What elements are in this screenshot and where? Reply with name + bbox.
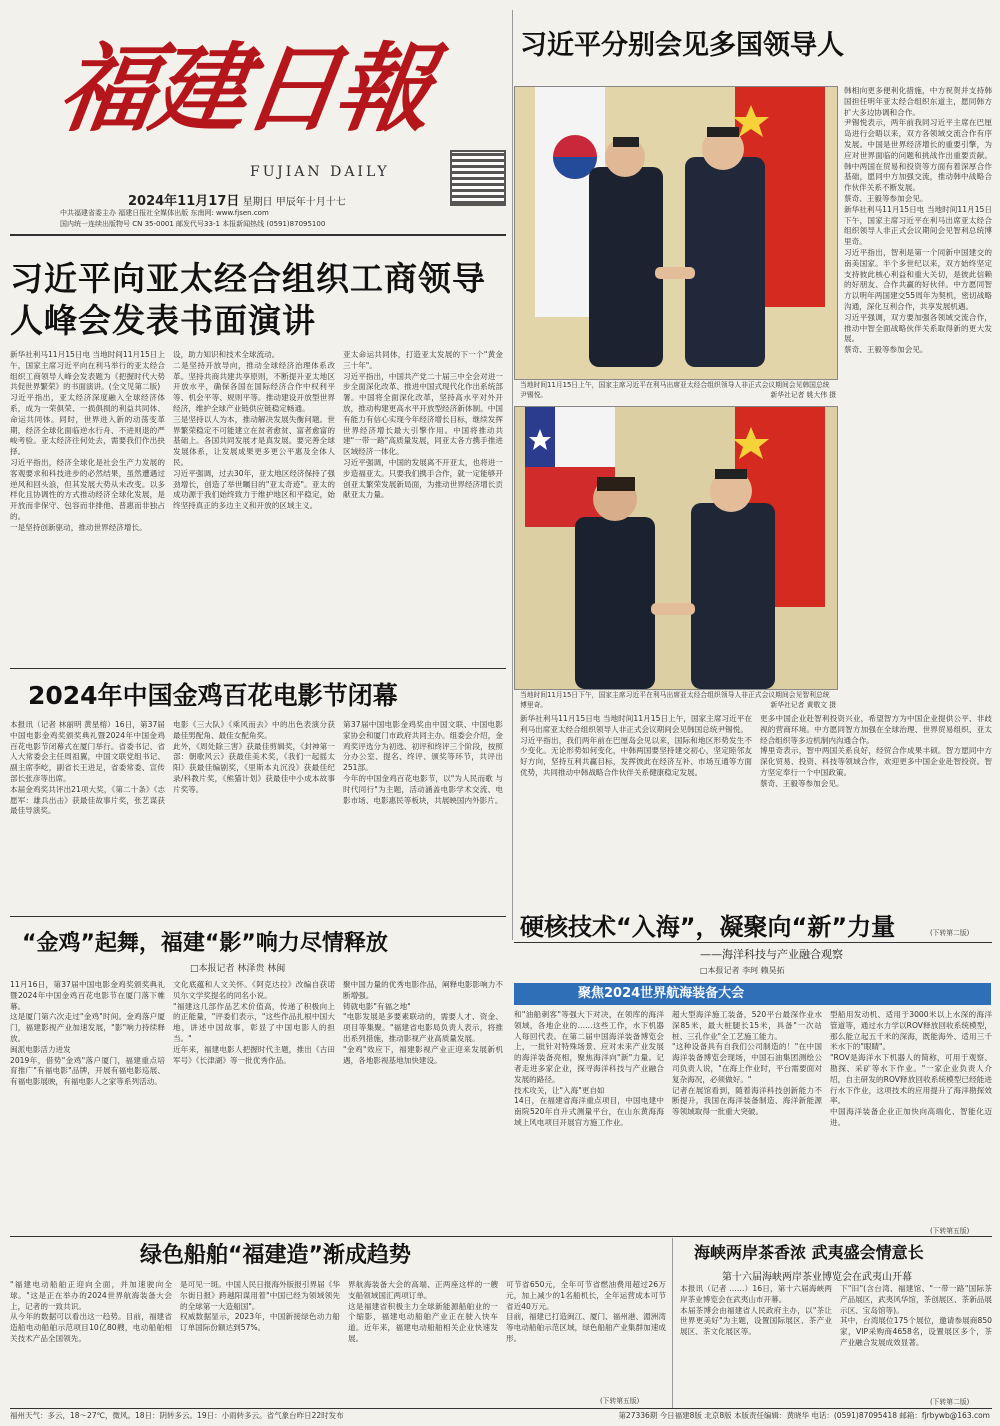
- film-sub-headline: “金鸡”起舞，福建“影”响力尽情释放: [22, 931, 388, 956]
- date-text: 2024年11月17日: [128, 194, 240, 209]
- ship-column-3: 界航海装备大会的高端、正两座这样的一艘支船领域国汇两项订单。 这是福建省积极主力全球新能源船舶业的一个缩影，福建电动船舶产业正在驶入快车道。近年来，福建电动船舶相关企业快速发展。: [348, 1280, 498, 1343]
- tech-continue: (下转第五版): [930, 1227, 970, 1235]
- film-column-2: 电影《三大队》《乘风而去》中的出色表演分获最佳男配角、最佳女配角奖。 此外，《周处除三害》获最佳剪辑奖，《封神第一部：朝歌风云》获最佳美术奖，《我们一起摇太阳》获最佳编剧奖，《里斯本丸沉没》获最佳纪录/科教片奖，《熊猫计划》获最佳中小成本故事片奖等。: [173, 720, 335, 794]
- issue-date: [128, 190, 346, 209]
- film-byline: □本报记者 林泽贵 林闽: [190, 964, 286, 974]
- right-headline: 习近平分别会见多国领导人: [520, 30, 844, 61]
- tea-subtitle: 第十六届海峡两岸茶业博览会在武夷山开幕: [722, 1272, 912, 1283]
- column-divider: [512, 10, 513, 940]
- tea-column-1: 本报讯（记者 ……）16日，第十六届海峡两岸茶业博览会在武夷山市开幕。 本届茶博会由福建省人民政府主办，以"茶让世界更美好"为主题，设置国际展区、茶产业展区、茶文化展区等。: [680, 1284, 832, 1337]
- lead-column-3: 亚太命运共同体，打造亚太发展的下一个"黄金三十年"。 习近平指出，中国共产党二十届三中全会对进一步全面深化改革、推进中国式现代化作出系统部署。中国将全面深化改革，坚持高水平对外开放，推动构建更高水平开放型经济新体制。中国有能力有信心实现今年经济增长目标，继续发挥世界经济增长最大引擎作用。中国将推动共建"一带一路"高质量发展，同亚太各方携手推进区域经济一体化。 习近平强调，中国的发展离不开亚太，也将进一步造福亚太。只要我们携手合作，就一定能够开创亚太繁荣发展新局面，为推动世界经济增长贡献亚太力量。: [343, 350, 503, 500]
- masthead-rule: [10, 234, 506, 236]
- ship-headline: 绿色船舶“福建造”渐成趋势: [140, 1243, 411, 1268]
- photo2-caption: [520, 690, 836, 710]
- tech-column-2: 超大型海洋施工装备，520平台最深作业水深85米，最大桩腿长15米，具备"一次站桩、三孔作业"全工艺施工能力。 "这种设备具有自我们公司制造的！"在中国海洋装备博览会现场，中国石油集团测绘公司负责人说，"在海上作业时，平台需要面对复杂海况，必须做好。" 记者在展馆看到，随着海洋科技创新能力不断提升，我国在海洋装备制造、海洋新能源等领域取得一批重大突破。: [672, 1010, 822, 1117]
- tea-divider: [672, 1238, 673, 1408]
- section-divider-film: [10, 916, 506, 917]
- film-column-1: 本报讯（记者 林丽明 黄星榕）16日，第37届中国电影金鸡奖颁奖典礼暨2024年中国金鸡百花电影节闭幕式在厦门举行。省委书记、省人大常委会主任周祖翼，中国文联党组书记、副主席李屹，副省长王进足，省委常委、宣传部长张彦等出席。 本届金鸡奖共评出21项大奖，《第二十条》《志愿军：雄兵出击》获最佳故事片奖，张艺谋获最佳导演奖。: [10, 720, 165, 816]
- photo1-caption-text: 当地时间11月15日上午，国家主席习近平在利马出席亚太经合组织领导人非正式会议期间会见韩国总统尹锡悦。: [520, 381, 830, 399]
- right-side-column: 韩相向更多便利化措施，中方祝贺并支持韩国担任明年亚太经合组织东道主，愿同韩方扩大多边协调和合作。 尹锡悦表示，两年前我同习近平主席在巴厘岛进行会晤以来，双方各领域交流合作有序发展。中国是世界经济增长的重要引擎，为应对世界面临的问题和挑战作出重要贡献。韩中两国在贸易和投资等方面有着深厚合作基础，愿同中方加强交流，推动韩中战略合作伙伴关系不断发展。 蔡奇、王毅等参加会见。 新华社利马11月15日电 当地时间11月15日下午，国家主席习近平在利马出席亚太经合组织领导人非正式会议期间会见智利总统博里奇。 习近平指出，智利是第一个同新中国建交的南美国家。半个多世纪以来，双方始终坚定支持彼此核心利益和重大关切，是彼此信赖的好朋友、合作共赢的好伙伴。中方愿同智方以明年两国建交55周年为契机，密切战略沟通，深化互利合作，共享发展机遇。 习近平强调，双方要加强各领域交流合作，推动中智全面战略伙伴关系取得新的更大发展。 蔡奇、王毅等参加会见。: [844, 86, 992, 355]
- ship-column-4: 可节省650元，全年可节省燃油费用超过26万元，加上减少的1名船机长，全年运营成本可节省近40万元。 目前，福建已打造闽江、厦门、福州港、湄洲湾等电动船舶示范区域，绿色船舶产业集群加速成形。: [506, 1280, 666, 1343]
- registration-line: 国内统一连续出版物号 CN 35-0001 邮发代号33-1 本报新闻热线 (0591)87095100: [60, 220, 326, 228]
- photo2-credit: 新华社记者 黄敬文 摄: [770, 701, 836, 709]
- footer-rule: [10, 1408, 992, 1409]
- photo2-caption-text: 当地时间11月15日下午，国家主席习近平在利马出席亚太经合组织领导人非正式会议期间会见智利总统博里奇。: [520, 691, 830, 709]
- photo1-caption: [520, 380, 836, 400]
- qr-code-icon: [450, 150, 506, 206]
- tech-column-1: 和"油船刺客"等强大下对决，在领库的海洋领域，各地企业的……这些工作，水下机器人每回代表。在第二届中国海洋装备博览会上，一批针对特殊场景、应对未来产业发展的海洋装备亮相，聚焦海洋向"新"力量。记者走进多家企业，探寻海洋科技与产业融合发展的路径。 技术攻关，让"入海"更自如 14日，在福建省海洋重点项目，中国电建中南院520年自升式测量平台，在山东黄海海域上风电项目开展官方施工作业。: [514, 1010, 664, 1127]
- tea-headline: 海峡两岸茶香浓 武夷盛会情意长: [694, 1243, 924, 1262]
- footer-weather: 福州天气：多云，18～27℃，微风。18日：阴转多云。19日：小雨转多云。省气象台昨日22时发布: [10, 1411, 344, 1420]
- footer: [10, 1410, 990, 1421]
- tech-byline: □本报记者 李珂 赖昊拓: [700, 966, 785, 975]
- tea-continue: (下转第二版): [930, 1398, 970, 1406]
- film-column-3: 第37届中国电影金鸡奖由中国文联、中国电影家协会和厦门市政府共同主办。组委会介绍，金鸡奖评选分为初选、初评和终评三个阶段，按照分办公室、提名、终评、颁奖等环节，共评出251部。 今年的中国金鸡百花电影节，以"为人民而歌 与时代同行"为主题，活动涵盖电影学术交流、电影市场、电影惠民等板块，共展映国内外影片。: [343, 720, 503, 805]
- tech-headline: 硬核技术“入海”，凝聚向“新”力量: [520, 913, 896, 941]
- lead-column-1: 新华社利马11月15日电 当地时间11月15日上午，国家主席习近平向在利马举行的亚太经合组织工商领导人峰会发表题为《把握时代大势 共促世界繁荣》的书面演讲。(全文见第二版) 习近平指出，亚太经济深度融入全球经济体系，成为一荣俱荣、一损俱损的利益共同体、命运共同体。同时，世界进入新的动荡变革期，经济全球化面临逆水行舟、不进则退的严峻考验。亚太经济往何处去，需要我们作出抉择。 习近平指出，经济全球化是社会生产力发展的客观要求和科技进步的必然结果，虽然遭遇过逆风和回头浪，但其发展大势从未改变。以多样化且协调性的方式推动经济全球化发展，是开放而非保守、包容而非排他、普惠而非独占的。 一是坚持创新驱动，推动世界经济增长。: [10, 350, 165, 532]
- right-bottom-column-1: 新华社利马11月15日电 当地时间11月15日上午，国家主席习近平在利马出席亚太经合组织领导人非正式会议期间会见韩国总统尹锡悦。 习近平指出，我们两年前在巴厘岛会见以来，国际和地区形势发生不少变化。无论形势如何变化，中韩两国要坚持建交初心，坚定睦邻友好方向，坚持互利共赢目标，发挥彼此在经济互补、市场互通等方面优势，共同推动中韩战略合作伙伴关系健康稳定发展。: [520, 714, 752, 777]
- section-divider: [10, 668, 506, 669]
- footer-meta: 第27336期 今日福建8版 北京8版 本版责任编辑：黄晓华 电话：(0591)87095418 邮箱：fjrbywb@163.com: [618, 1411, 990, 1420]
- right-bottom-column-2: 更多中国企业赴智利投资兴业，希望智方为中国企业提供公平、非歧视的营商环境。中方愿同智方加强在全球治理、世界贸易组织、亚太经合组织等多边机制内沟通合作。 博里奇表示，智中两国关系良好，经贸合作成果丰硕。智方愿同中方深化贸易、投资、科技等领域合作，欢迎更多中国企业赴智投资。智方坚定奉行一个中国政策。 蔡奇、王毅等参加会见。: [760, 714, 992, 788]
- publisher-info: [60, 208, 500, 230]
- ship-column-2: 是可见一斑。中国人民日报海外版报引界届《华尔街日报》跨越阳谋用着"中国已经为领域领先的全球第一大造船国"。 权威数据显示，2023年，中国新接绿色动力船订单国际份额达到57%。: [180, 1280, 340, 1333]
- photo-korea-meeting: [514, 86, 838, 380]
- film-column-6: 聚中国力量的优秀电影作品，阐释电影影响力不断增强。 铸就电影"有福之地" "电影发展是多要素联动的，需要人才、资金、项目等集聚。"福建省电影局负责人表示，将推出系列措施，推动影视产业高质量发展。 "金鸡"效应下，福建影视产业正迎来发展新机遇，各地影视基地加快建设。: [343, 980, 503, 1065]
- tea-column-2: 下"旧"(含台湾、福建馆、"一带一路"国际茶产品展区，武夷风华馆，茶创展区、茶新品展示区、宝岛馆等)。 其中，台湾展位175个展位，邀请参展商850家，VIP采购商4658名，设置展区多个，茶产业融合发展成效显著。: [840, 1284, 992, 1347]
- masthead-logo: 福建日報: [52, 32, 437, 145]
- ship-continue: (下转第五版): [600, 1397, 640, 1405]
- tech-column-3: 型船用发动机、适用于3000米以上水深的海洋管道等，通过水力学以ROV释放回收系统模型，那么能立起五千米的深海，既能海外、适用三千米水下的"眼睛"。 "ROV是海洋水下机器人的简称，可用于观察、勘探、采矿等水下作业。"一家企业负责人介绍，自主研发的ROV释放回收系统模型已经能进行水下作业，这项技术的应用提升了海洋勘探效率。 中国海洋装备企业正加快向高端化、智能化迈进。: [830, 1010, 992, 1127]
- film-column-5: 文化底蕴和人文关怀。《阿克达拉》改编自获诺贝尔文学奖提名的同名小说。 "福建这几部作品艺术价值高，传递了积极向上的正能量，"评委们表示，"这些作品扎根中国大地，讲述中国故事，彰显了中国电影人的担当。" 近年来，福建电影人把握时代主题，推出《古田军号》《长津湖》等一批优秀作品。: [173, 980, 335, 1065]
- lead-column-2: 设，助力知识和技术全球流动。 二是坚持开放导向，推动全球经济治理体系改革。坚持共商共建共享原则，不断提升亚太地区开放水平，确保各国在国际经济合作中权利平等、机会平等、规则平等。推动建设开放型世界经济，维护全球产业链供应链稳定畅通。 三是坚持以人为本，推动解决发展失衡问题。世界繁荣稳定不可能建立在贫者愈贫、富者愈富的基础上。各国共同发展才是真发展。要完善全球发展体系，让发展成果更多更公平惠及全体人民。 习近平强调，过去30年，亚太地区经济保持了强劲增长，创造了举世瞩目的"亚太奇迹"。亚太的成功源于我们始终致力于维护地区和平稳定，始终坚持真正的多边主义和开放的区域主义。: [173, 350, 335, 511]
- ship-column-1: "福建电动船舶正迎向全面，并加速驶向全球。"这是正在举办的2024世界航海装备大会上，记者的一致共识。 从今年的数据可以看出这一趋势。目前，福建省造船电动船舶示范项目10亿80艘，电动船舶相关技术产品全国领先。: [10, 1280, 172, 1343]
- banner-text: 聚焦2024世界航海装备大会: [578, 986, 745, 1001]
- publisher-line: 中共福建省委主办 福建日报社全媒体出版 东南网: www.fjsen.com: [60, 209, 269, 217]
- lower-divider: [10, 1236, 992, 1237]
- weekday-lunar: 星期日 甲辰年十月十七: [242, 197, 346, 208]
- masthead-english-title: FUJIAN DAILY: [250, 164, 390, 180]
- tech-subtitle: ——海洋科技与产业融合观察: [700, 948, 843, 961]
- tech-section-banner: [514, 983, 991, 1005]
- right-continue: (下转第二版): [930, 929, 970, 937]
- lead-headline: 习近平向亚太经合组织工商领导人峰会发表书面演讲: [10, 259, 486, 340]
- film-headline: 2024年中国金鸡百花电影节闭幕: [28, 681, 398, 710]
- photo1-credit: 新华社记者 姚大伟 摄: [770, 391, 836, 399]
- film-column-4: 11月16日，第37届中国电影金鸡奖颁奖典礼暨2024年中国金鸡百花电影节在厦门落下帷幕。 这是厦门第六次走过"金鸡"时间。金鸡落户厦门，福建影视产业加速发展，"影"响力持续释放。 闽派电影活力迸发 2019年，借势"金鸡"落户厦门，福建重点培育推广"有福电影"品牌，开展有福电影巡展、有福电影展映，有福电影人之家等系列活动。: [10, 980, 165, 1087]
- photo-chile-meeting: [514, 406, 838, 690]
